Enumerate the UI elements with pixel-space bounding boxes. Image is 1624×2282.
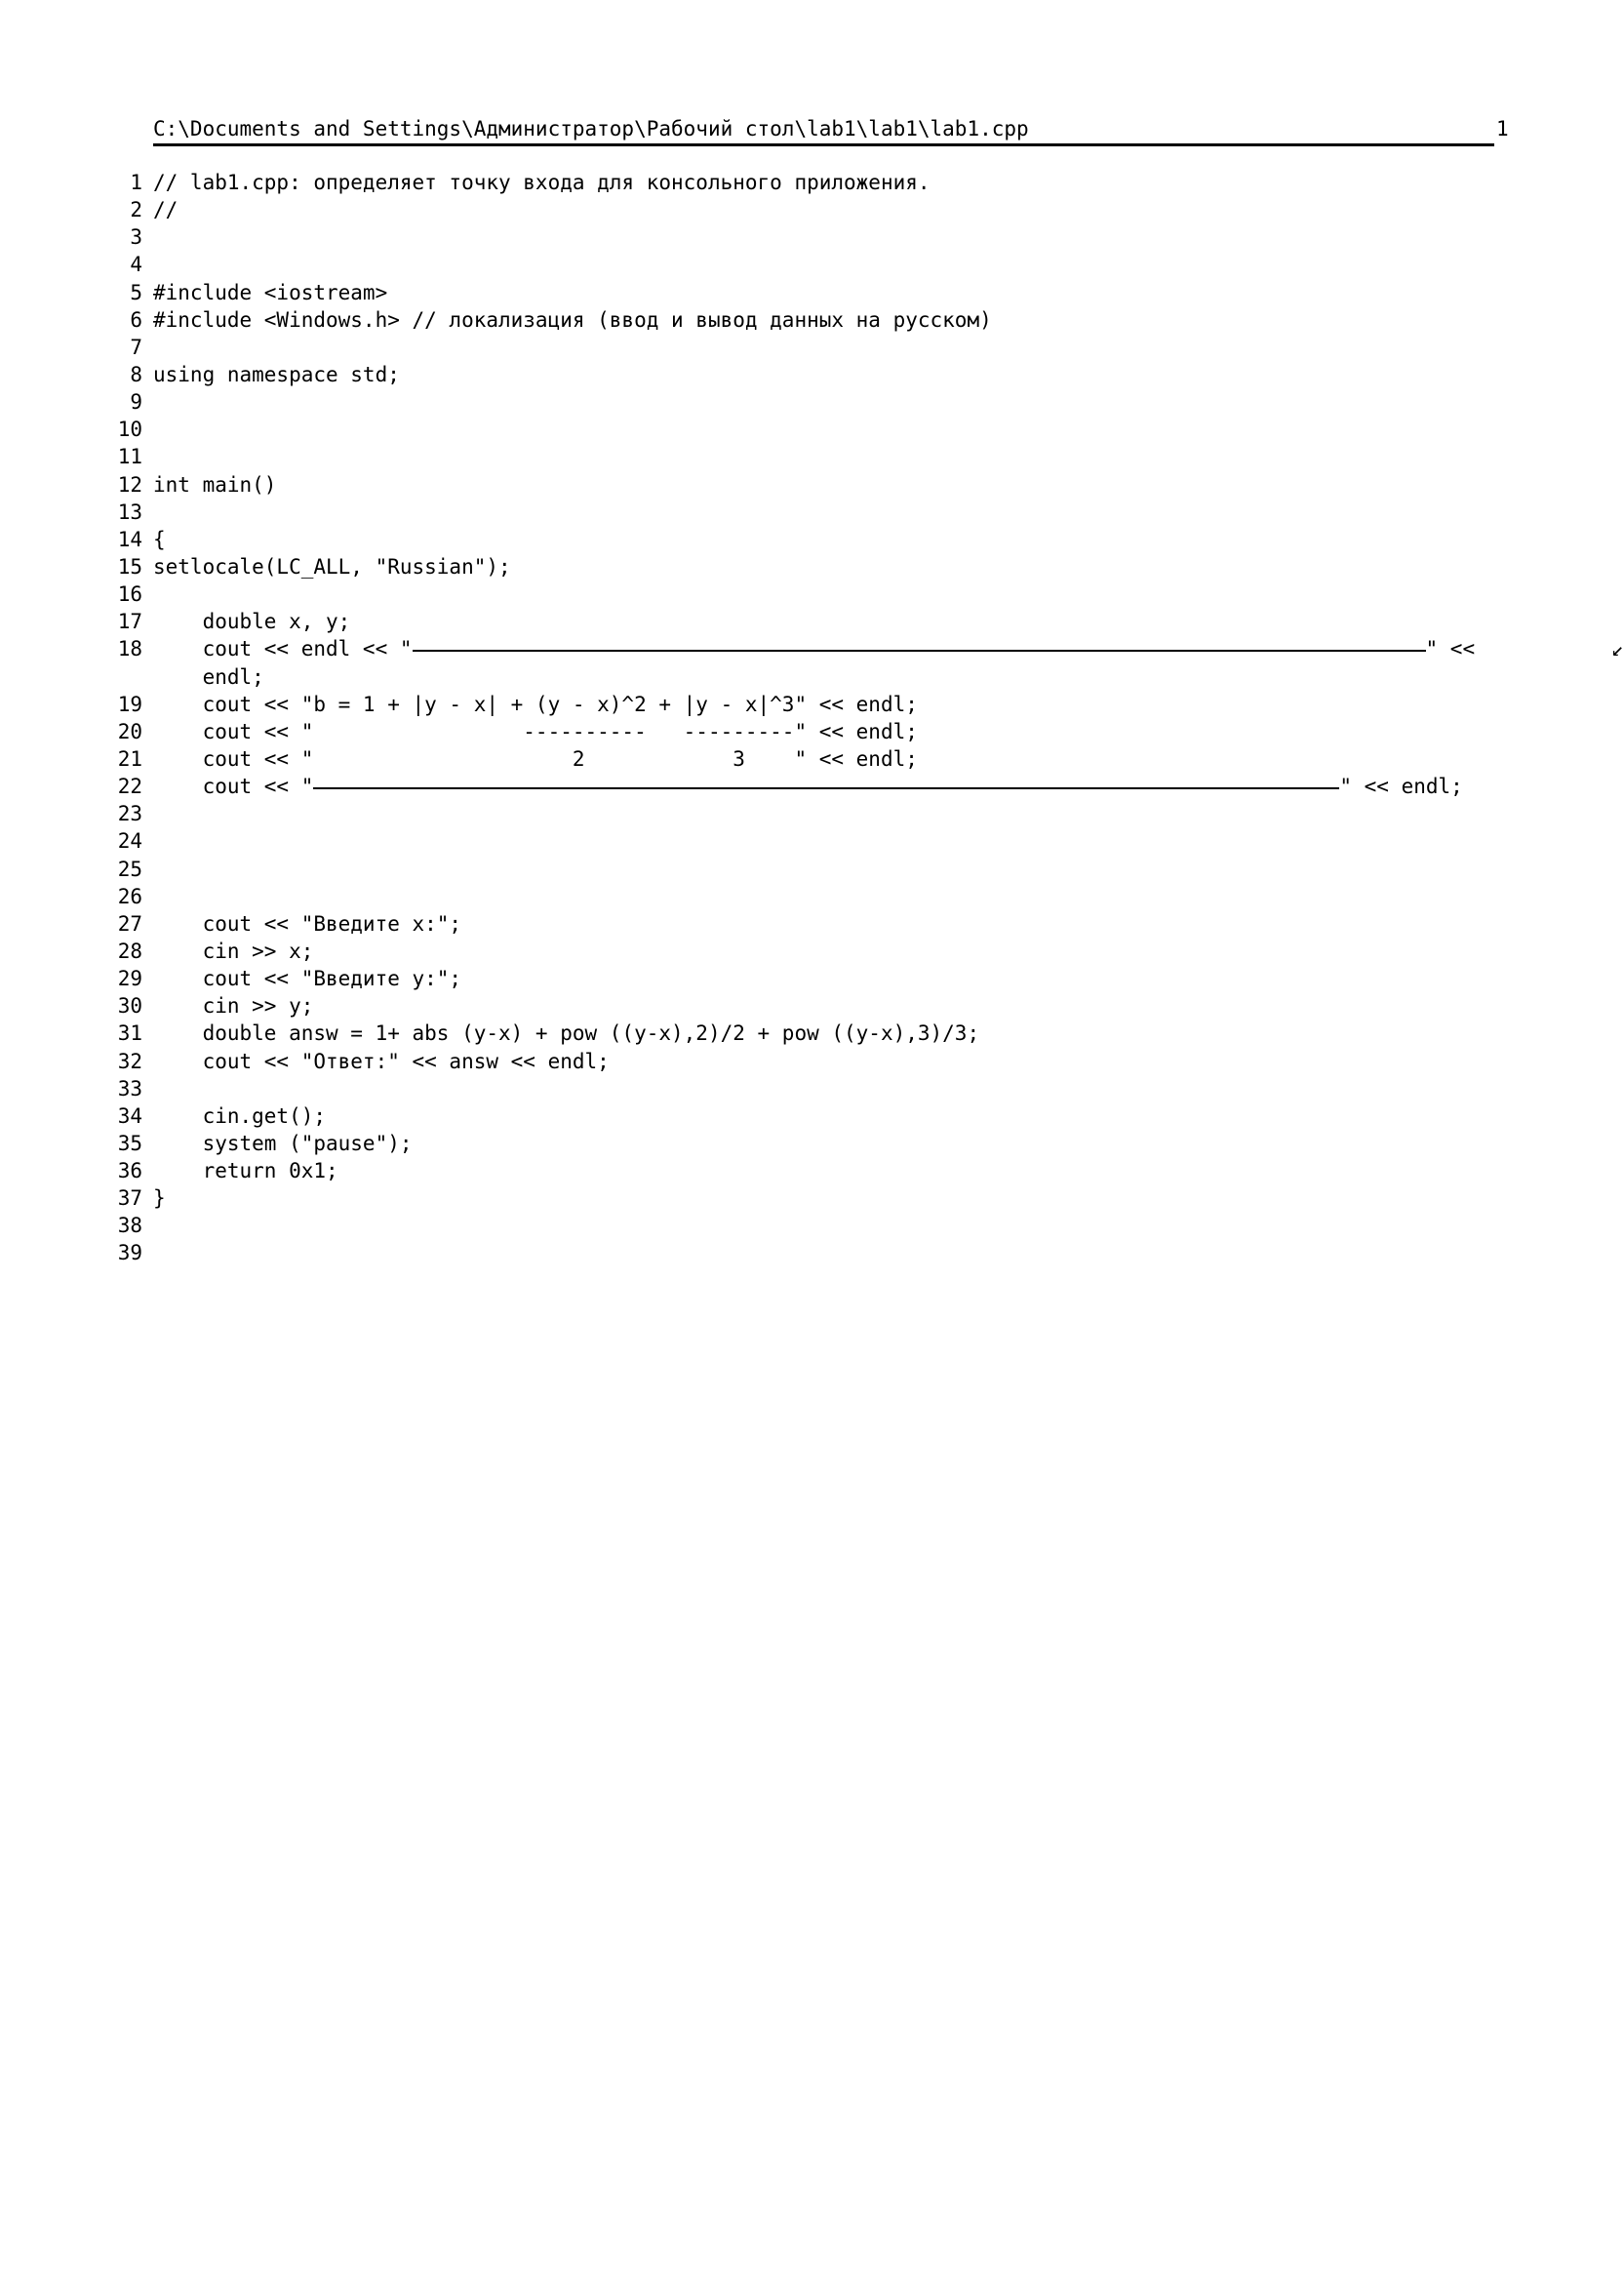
page-header xyxy=(153,115,1494,146)
underline-rule xyxy=(413,650,1426,652)
line-text: system ("pause"); xyxy=(153,1131,413,1155)
page-number: 1 xyxy=(1496,117,1509,140)
line-number: 18 xyxy=(117,637,142,661)
line-number: 13 xyxy=(117,500,142,524)
line-text: cout << "Введите x:"; xyxy=(153,911,462,936)
line-number: 23 xyxy=(117,802,142,826)
line-text: int main() xyxy=(153,472,277,497)
line-text: endl; xyxy=(153,664,264,689)
line-text: double answ = 1+ abs (y-x) + pow ((y-x),2)/2 + pow ((y-x),3)/3; xyxy=(153,1021,980,1046)
line-number: 14 xyxy=(117,527,142,551)
line-number: 12 xyxy=(117,472,142,497)
line-number: 4 xyxy=(130,253,142,277)
line-text xyxy=(153,773,1463,800)
line-number: 37 xyxy=(117,1186,142,1211)
line-text: double x, y; xyxy=(153,610,351,634)
line-number: 19 xyxy=(117,692,142,716)
line-text: { xyxy=(153,527,166,551)
line-number: 9 xyxy=(130,390,142,415)
line-number: 15 xyxy=(117,554,142,579)
line-number: 26 xyxy=(117,884,142,908)
line-text: cin >> x; xyxy=(153,939,314,963)
line-text: // xyxy=(153,198,178,222)
line-text: cout << "b = 1 + |y - x| + (y - x)^2 + |y - x|^3" << endl; xyxy=(153,692,918,716)
line-text: #include <iostream> xyxy=(153,280,388,304)
line-number: 2 xyxy=(130,198,142,222)
line-text: return 0x1; xyxy=(153,1159,338,1183)
line-text: cout << "Введите y:"; xyxy=(153,967,462,991)
line-number: 28 xyxy=(117,939,142,963)
line-number: 7 xyxy=(130,335,142,359)
line-number: 29 xyxy=(117,967,142,991)
line-text xyxy=(153,635,1487,662)
line-number: 36 xyxy=(117,1159,142,1183)
line-text: // lab1.cpp: определяет точку входа для консольного приложения. xyxy=(153,171,931,194)
line-text: cout << "Ответ:" << answ << endl; xyxy=(153,1049,610,1073)
line-number: 10 xyxy=(117,418,142,442)
line-number: 8 xyxy=(130,362,142,386)
line-text: cout << " 2 3 " << endl; xyxy=(153,746,918,771)
line-wrap-arrow-icon: ↙ xyxy=(1611,637,1624,661)
line-number: 38 xyxy=(117,1214,142,1238)
line-number: 25 xyxy=(117,857,142,881)
line-text: cout << " ---------- ---------" << endl; xyxy=(153,719,918,743)
line-number: 35 xyxy=(117,1131,142,1155)
line-text: using namespace std; xyxy=(153,362,400,386)
line-number: 11 xyxy=(117,445,142,469)
line-text: setlocale(LC_ALL, "Russian"); xyxy=(153,554,511,579)
line-number: 39 xyxy=(117,1241,142,1265)
line-number: 1 xyxy=(130,171,142,194)
line-number: 22 xyxy=(117,775,142,799)
line-number: 34 xyxy=(117,1103,142,1128)
line-text: } xyxy=(153,1186,166,1211)
line-number: 6 xyxy=(130,307,142,332)
line-number: 3 xyxy=(130,225,142,250)
line-number: 33 xyxy=(117,1076,142,1101)
line-number: 24 xyxy=(117,829,142,854)
line-text: cin.get(); xyxy=(153,1103,327,1128)
code-fragment: cout << " xyxy=(153,775,314,799)
code-fragment: cout << endl << " xyxy=(153,637,413,661)
line-number: 27 xyxy=(117,911,142,936)
line-number: 31 xyxy=(117,1021,142,1046)
line-text: cin >> y; xyxy=(153,994,314,1019)
code-fragment: " << xyxy=(1425,637,1487,661)
line-text: #include <Windows.h> // локализация (ввод и вывод данных на русском) xyxy=(153,307,992,332)
file-path: C:\Documents and Settings\Администратор\Рабочий стол\lab1\lab1\lab1.cpp xyxy=(153,117,1029,140)
underline-rule xyxy=(313,787,1339,789)
line-number: 16 xyxy=(117,582,142,607)
line-number: 20 xyxy=(117,719,142,743)
line-number: 32 xyxy=(117,1049,142,1073)
line-number: 17 xyxy=(117,610,142,634)
line-number: 5 xyxy=(130,280,142,304)
code-fragment: " << endl; xyxy=(1339,775,1463,799)
line-number: 30 xyxy=(117,994,142,1019)
line-number: 21 xyxy=(117,746,142,771)
header-rule xyxy=(153,143,1494,146)
